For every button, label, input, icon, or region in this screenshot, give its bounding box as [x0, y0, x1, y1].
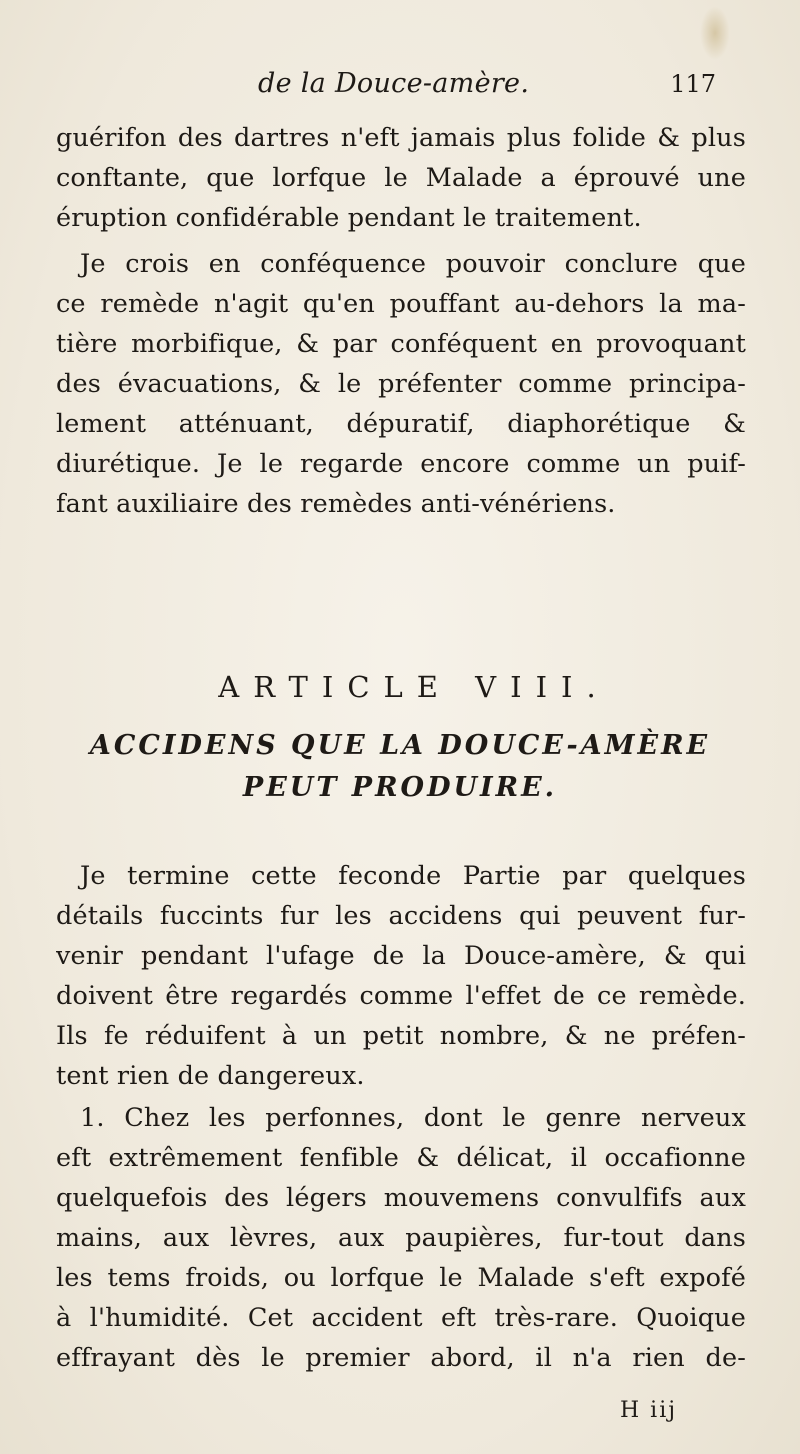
paper-stain: [700, 6, 730, 60]
text-line: quelquefois des légers mouvemens convulfifs aux: [56, 1183, 746, 1213]
text-line: conftante, que lorfque le Malade a éprouvé une: [56, 163, 746, 193]
text-line: 1. Chez les perfonnes, dont le genre nerveux: [80, 1103, 746, 1133]
text-line: détails fuccints fur les accidens qui peuvent fur-: [56, 901, 746, 931]
running-head: [0, 68, 800, 108]
paragraph-item-1: [56, 1098, 746, 1378]
page-number: 117: [670, 70, 716, 98]
text-line: diurétique. Je le regarde encore comme un puif-: [56, 449, 746, 479]
text-line: Je crois en conféquence pouvoir conclure que: [80, 249, 746, 279]
text-line: Ils fe réduifent à un petit nombre, & ne préfen-: [56, 1021, 746, 1051]
text-line: éruption confidérable pendant le traitement.: [56, 203, 642, 233]
signature-mark: H iij: [620, 1398, 678, 1423]
text-line: guérifon des dartres n'eft jamais plus folide & plus: [56, 123, 746, 153]
running-title: de la Douce-amère.: [258, 68, 530, 99]
text-line: des évacuations, & le préfenter comme principa-: [56, 369, 746, 399]
text-line: lement atténuant, dépuratif, diaphorétique &: [56, 409, 746, 439]
article-heading: ARTICLE VIII.: [218, 670, 610, 704]
text-line: fant auxiliaire des remèdes anti-vénériens.: [56, 489, 616, 519]
text-line: doivent être regardés comme l'effet de ce remède.: [56, 981, 746, 1011]
article-subtitle: ACCIDENS QUE LA DOUCE-AMÈRE: [89, 730, 711, 761]
text-line: effrayant dès le premier abord, il n'a rien de-: [56, 1343, 746, 1373]
text-line: tent rien de dangereux.: [56, 1061, 365, 1091]
article-subtitle: PEUT PRODUIRE.: [242, 772, 558, 803]
text-line: eft extrêmement fenfible & délicat, il occafionne: [56, 1143, 746, 1173]
paragraph-continuation: [56, 118, 746, 238]
paragraph-intro: [56, 856, 746, 1096]
text-line: les tems froids, ou lorfque le Malade s'eft expofé: [56, 1263, 746, 1293]
text-line: mains, aux lèvres, aux paupières, fur-tout dans: [56, 1223, 746, 1253]
text-line: ce remède n'agit qu'en pouffant au-dehors la ma-: [56, 289, 746, 319]
text-line: Je termine cette feconde Partie par quelques: [80, 861, 746, 891]
text-line: tière morbifique, & par conféquent en provoquant: [56, 329, 746, 359]
paragraph-conclusion: [56, 244, 746, 524]
text-line: venir pendant l'ufage de la Douce-amère, & qui: [56, 941, 746, 971]
text-line: à l'humidité. Cet accident eft très-rare. Quoique: [56, 1303, 746, 1333]
